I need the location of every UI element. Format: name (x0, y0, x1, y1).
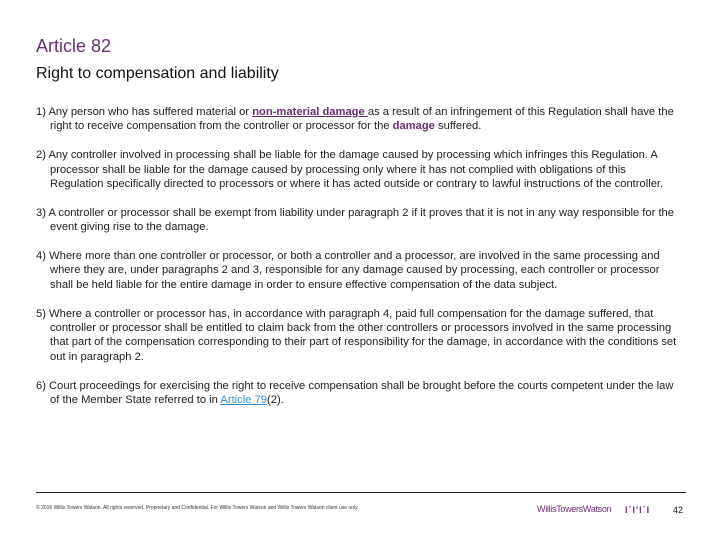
damage-highlight: damage (392, 120, 435, 133)
footer-divider (36, 492, 686, 493)
paragraph-1 (36, 105, 681, 134)
brand-logo-text: WillisTowersWatson (537, 504, 612, 514)
non-material-damage-link[interactable]: non-material damage (252, 106, 368, 118)
paragraph-5: 5) Where a controller or processor has, in accordance with paragraph 4, paid full compensation for the damage suffered, that controller or processor shall be entitled to claim back from the other controllers or processors involved in the same processing that part of the compensation corresponding to their part of responsibility for the damage, in accordance with the conditions set out in paragraph 2. (36, 307, 677, 363)
paragraph-text: suffered. (434, 120, 482, 133)
copyright-notice: © 2016 Willis Towers Watson. All rights reserved. Proprietary and Confidential. For Willis Towers Watson and Willis Towers Watson client use only. (36, 505, 359, 511)
paragraph-3: 3) A controller or processor shall be exempt from liability under paragraph 2 if it proves that it is not in any way responsible for the event giving rise to the damage. (36, 206, 675, 234)
brand-mark-icon: I´I'I´I (625, 505, 651, 515)
article-subtitle: Right to compensation and liability (36, 65, 279, 82)
paragraph-6 (36, 379, 681, 408)
paragraph-text: as a result of an infringement of this Regulation shall have the right to receive compensation from the controller or processor for the (50, 106, 674, 133)
paragraph-4: 4) Where more than one controller or processor, or both a controller and a processor, are involved in the same processing and where they are, under paragraphs 2 and 3, responsible for any damage caused by processing, each controller or processor shall be held liable for the entire damage in order to ensure effective compensation of the data subject. (36, 250, 660, 291)
article-title: Article 82 (36, 36, 112, 56)
paragraph-2: 2) Any controller involved in processing shall be liable for the damage caused by processing which infringes this Regulation. A processor shall be liable for the damage caused by processing only where it has not complied with obligations of this Regulation specifically directed to processors or where it has acted outside or contrary to lawful instructions of the controller. (36, 149, 664, 191)
paragraph-text: 6) Court proceedings for exercising the right to receive compensation shall be brought before the courts competent under the law of the Member State referred to in (36, 379, 674, 407)
paragraph-text: 1) Any person who has suffered material or (36, 106, 253, 118)
page-number: 42 (673, 505, 684, 515)
article-body (36, 105, 681, 422)
paragraph-text: (2). (267, 394, 284, 407)
article-79-link[interactable]: Article 79 (220, 394, 268, 407)
